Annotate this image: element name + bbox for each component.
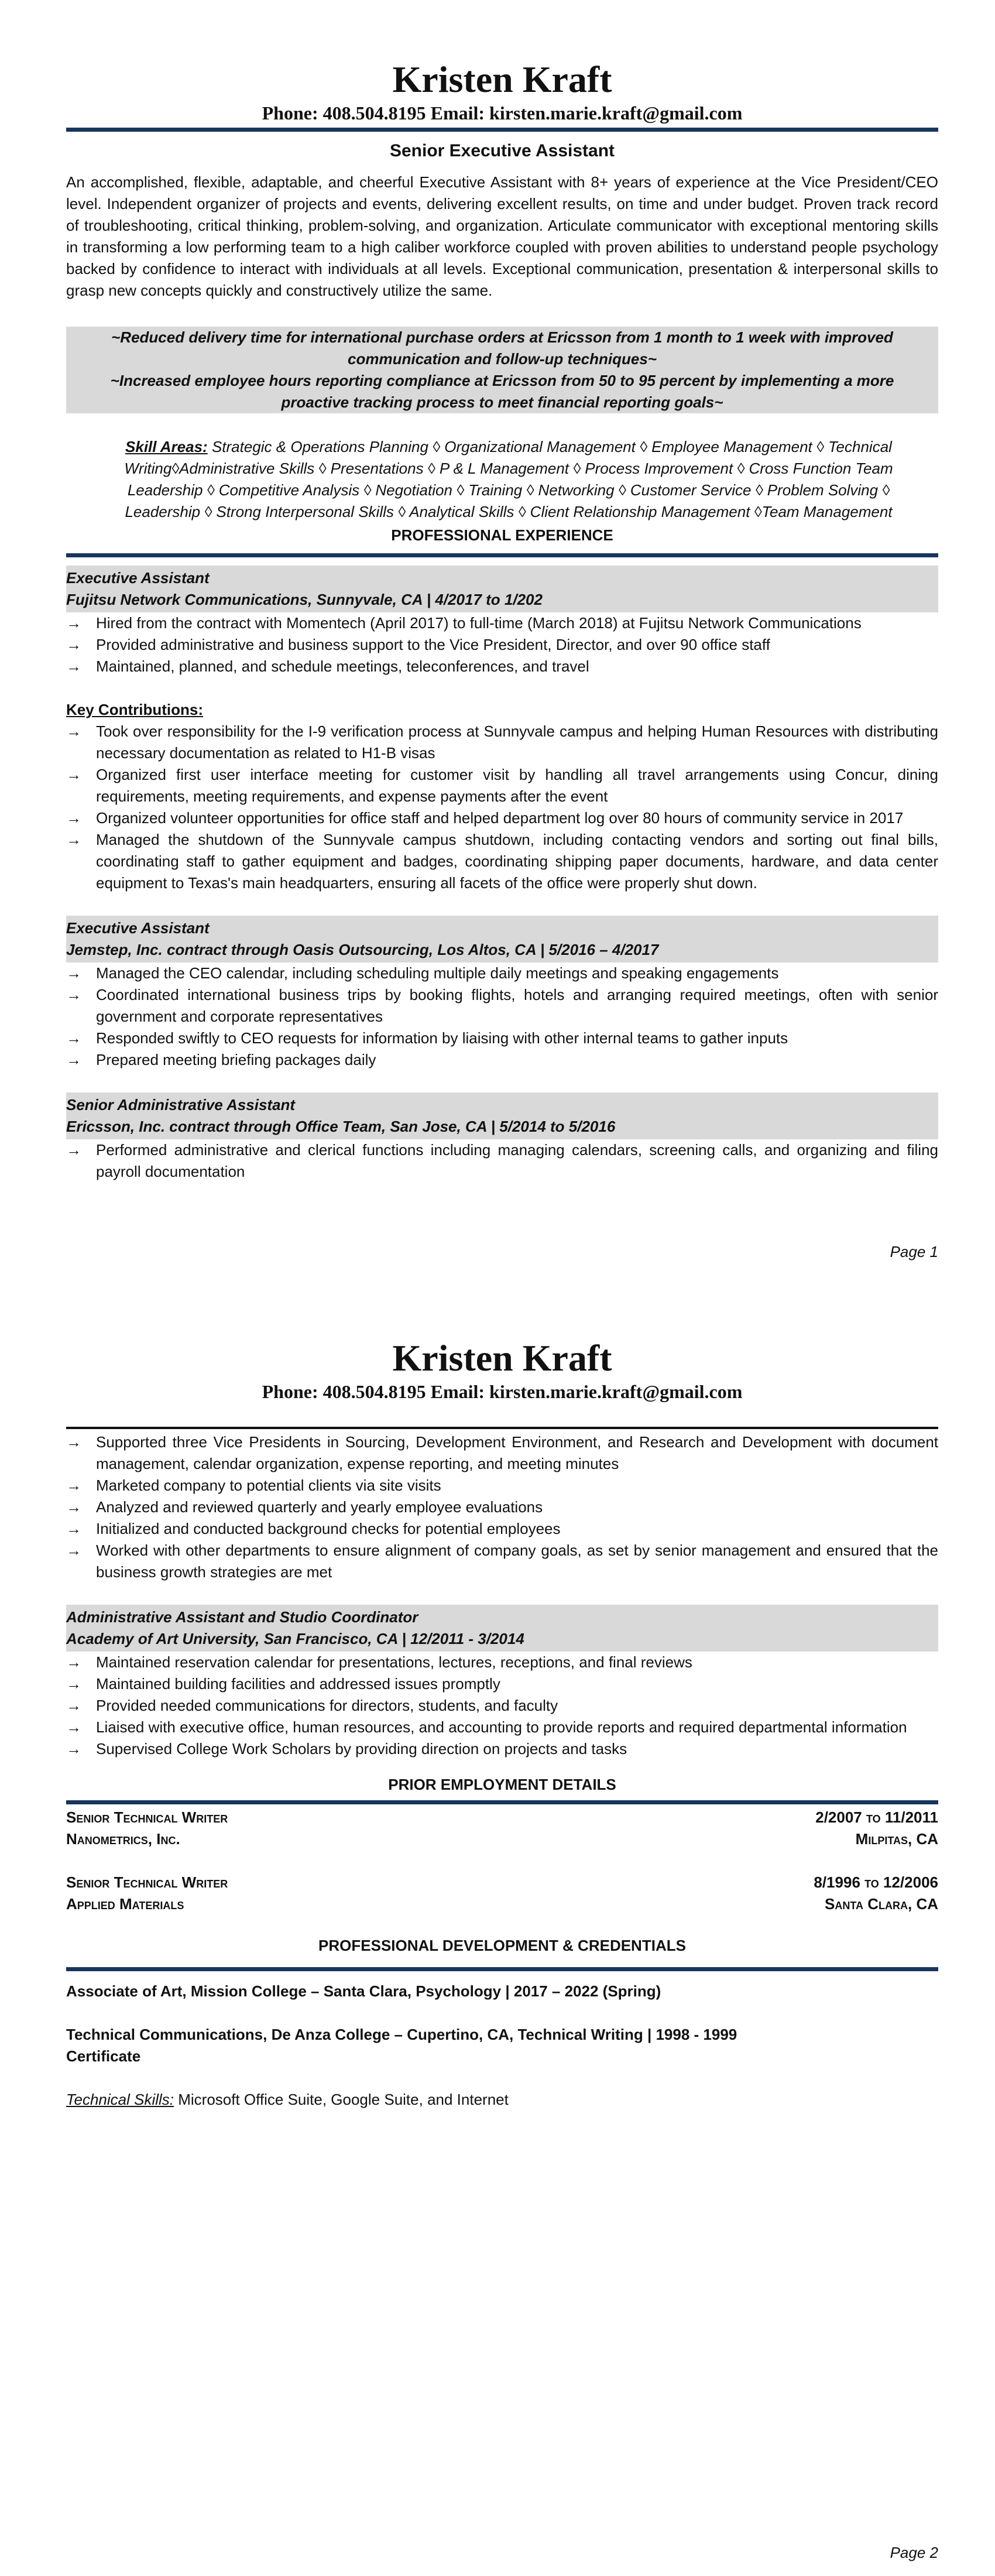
contact-info: Phone: 408.504.8195 Email: kirsten.marie.kraft@gmail.com [262,102,743,124]
bullet-text: Took over responsibility for the I-9 verification process at Sunnyvale campus and helping Human Resources with distributing necessary documentation as related to H1-B visas [96,722,938,762]
skill-areas [66,436,938,523]
resume-title: Senior Executive Assistant [389,141,615,160]
arrow-bullet-icon: → [66,831,81,848]
key-contributions-bullets [66,721,938,894]
bullet-item [66,656,938,677]
job-bullets [66,1431,938,1583]
bullet-text: Coordinated international business trips by booking flights, hotels and arranging required meetings, often with senior government and corporate representatives [96,986,938,1025]
bullet-text: Initialized and conducted background checks for potential employees [96,1520,561,1537]
job-bullets [66,1139,938,1183]
bullet-text: Performed administrative and clerical functions including managing calendars, screening calls, and organizing and filing payroll documentation [96,1141,938,1180]
arrow-bullet-icon: → [66,614,81,632]
page-number: Page 1 [890,1243,938,1260]
job-company: Academy of Art University, San Francisco, CA | 12/2011 - 3/2014 [66,1630,524,1647]
bullet-text: Maintained, planned, and schedule meetings, teleconferences, and travel [96,657,589,675]
bullet-text: Marketed company to potential clients via site visits [96,1477,441,1494]
bullet-item [66,984,938,1027]
bullet-text: Organized volunteer opportunities for office staff and helped department log over 80 hours of community service in 2017 [96,809,904,827]
prior-title: Senior Technical Writer [66,1873,228,1891]
bullet-text: Provided administrative and business support to the Vice President, Director, and over 90 office staff [96,636,770,653]
bullet-text: Responded swiftly to CEO requests for information by liaising with other internal teams to gather inputs [96,1029,788,1047]
prior-dates: 2/2007 to 11/2011 [815,1808,938,1826]
bullet-item [66,1027,938,1049]
prior-location: Santa Clara, CA [825,1895,938,1913]
summary: An accomplished, flexible, adaptable, and cheerful Executive Assistant with 8+ years of experience at the Vice President/CEO level. Independent organizer of projects and events, delivering excellent results, on time and under budget. Proven track record of troubleshooting, critical thinking, problem-solving, and organization. Articulate communicator with exceptional mentoring skills in transforming a low performing team to a high caliber workforce coupled with proven abilities to understand people psychology backed by confidence to interact with individuals at all levels. Exceptional communication, presentation & interpersonal skills to grasp new concepts quickly and constructively utilize the same. [66,173,938,299]
credential: Associate of Art, Mission College – Santa Clara, Psychology | 2017 – 2022 (Spring) [66,1982,661,2000]
divider [66,553,938,557]
bullet-item [66,1738,938,1760]
prior-dates: 8/1996 to 12/2006 [814,1873,938,1891]
job-company: Jemstep, Inc. contract through Oasis Outsourcing, Los Altos, CA | 5/2016 – 4/2017 [66,941,659,958]
technical-skills-text: Microsoft Office Suite, Google Suite, and Internet [174,2091,509,2108]
arrow-bullet-icon: → [66,636,81,653]
arrow-bullet-icon: → [66,1675,81,1693]
bullet-text: Managed the CEO calendar, including scheduling multiple daily meetings and speaking engagements [96,964,779,982]
section-heading-experience: PROFESSIONAL EXPERIENCE [391,526,613,544]
prior-company: Applied Materials [66,1895,184,1913]
divider [66,1967,938,1971]
job-header [66,1092,938,1139]
candidate-name: Kristen Kraft [392,59,612,100]
highlights-box [66,327,938,413]
bullet-item [66,1652,938,1673]
arrow-bullet-icon: → [66,1520,81,1537]
prior-title: Senior Technical Writer [66,1808,228,1826]
bullet-text: Managed the shutdown of the Sunnyvale campus shutdown, including contacting vendors and sorting out final bills, coordinating staff to gather equipment and badges, coordinating shipping paper documents, hardware, and data center equipment to Texas's main headquarters, ensuring all facets of the office were properly shut down. [96,831,938,892]
section-heading-credentials: PROFESSIONAL DEVELOPMENT & CREDENTIALS [318,1937,686,1954]
bullet-item [66,1518,938,1540]
arrow-bullet-icon: → [66,1477,81,1494]
job-role: Senior Administrative Assistant [66,1096,296,1114]
arrow-bullet-icon: → [66,1697,81,1714]
arrow-bullet-icon: → [66,1051,81,1068]
bullet-text: Analyzed and reviewed quarterly and yearly employee evaluations [96,1498,543,1516]
arrow-bullet-icon: → [66,964,81,982]
arrow-bullet-icon: → [66,1141,81,1159]
bullet-item [66,962,938,984]
job-company: Ericsson, Inc. contract through Office Team, San Jose, CA | 5/2014 to 5/2016 [66,1118,616,1135]
page-1-content [66,59,938,1183]
arrow-bullet-icon: → [66,657,81,675]
bullet-item [66,721,938,764]
bullet-text: Worked with other departments to ensure alignment of company goals, as set by senior management and ensured that the business growth strategies are met [96,1542,938,1581]
bullet-text: Hired from the contract with Momentech (April 2017) to full-time (March 2018) at Fujitsu Network Communications [96,614,862,632]
bullet-item [66,1475,938,1496]
skill-areas-label: Skill Areas: [125,438,208,455]
bullet-item [66,1673,938,1695]
job-company: Fujitsu Network Communications, Sunnyvale, CA | 4/2017 to 1/202 [66,591,543,608]
bullet-text: Organized first user interface meeting for customer visit by handling all travel arrangements using Concur, dining requirements, meeting requirements, and expense payments after the event [96,766,938,805]
skill-areas-text: Strategic & Operations Planning ◊ Organizational Management ◊ Employee Management ◊ Technical Writing◊Administrative Skills ◊ Presentations ◊ P & L Management ◊ Process Improvement ◊ Cross Function Team Leadership ◊ Competitive Analysis ◊ Negotiation ◊ Training ◊ Networking ◊ Customer Service ◊ Problem Solving ◊ Leadership ◊ Strong Interpersonal Skills ◊ Analytical Skills ◊ Client Relationship Management ◊Team Management [124,438,893,520]
divider [66,1427,938,1429]
job-role: Administrative Assistant and Studio Coordinator [66,1608,418,1626]
highlight: ~Increased employee hours reporting compliance at Ericsson from 50 to 95 percent by implementing a more proactive tracking process to meet financial reporting goals~ [110,372,894,411]
bullet-item [66,1695,938,1717]
resume-page-2 [0,1288,995,2576]
bullet-text: Maintained building facilities and addressed issues promptly [96,1675,500,1693]
divider [66,128,938,132]
bullet-item [66,764,938,807]
arrow-bullet-icon: → [66,1653,81,1671]
bullet-text: Supervised College Work Scholars by providing direction on projects and tasks [96,1740,627,1758]
prior-company: Nanometrics, Inc. [66,1830,180,1848]
arrow-bullet-icon: → [66,809,81,827]
job-bullets [66,1652,938,1760]
arrow-bullet-icon: → [66,1718,81,1736]
arrow-bullet-icon: → [66,1498,81,1516]
prior-location: Milpitas, CA [855,1830,938,1848]
credential: Technical Communications, De Anza College – Cupertino, CA, Technical Writing | 1998 - 1999 [66,2026,737,2043]
arrow-bullet-icon: → [66,1029,81,1047]
bullet-text: Provided needed communications for directors, students, and faculty [96,1697,558,1714]
bullet-text: Supported three Vice Presidents in Sourcing, Development Environment, and Research and Development with document management, calendar organization, expense reporting, and meeting minutes [96,1433,938,1472]
bullet-text: Prepared meeting briefing packages daily [96,1051,376,1068]
arrow-bullet-icon: → [66,1433,81,1451]
arrow-bullet-icon: → [66,766,81,783]
arrow-bullet-icon: → [66,1740,81,1758]
technical-skills-label: Technical Skills: [66,2091,174,2108]
bullet-text: Maintained reservation calendar for presentations, lectures, receptions, and final reviews [96,1653,692,1671]
bullet-item [66,634,938,656]
arrow-bullet-icon: → [66,1542,81,1559]
arrow-bullet-icon: → [66,722,81,740]
bullet-item [66,1496,938,1518]
bullet-item [66,807,938,829]
prior-job [66,1872,938,1915]
bullet-item [66,612,938,634]
bullet-text: Liaised with executive office, human resources, and accounting to provide reports and required departmental information [96,1718,907,1736]
arrow-bullet-icon: → [66,986,81,1003]
highlight: ~Reduced delivery time for international purchase orders at Ericsson from 1 month to 1 week with improved communication and follow-up techniques~ [111,328,893,368]
technical-skills [66,2089,938,2111]
candidate-name: Kristen Kraft [392,1337,612,1379]
bullet-item [66,1049,938,1071]
bullet-item [66,1139,938,1183]
page-2-content [66,1338,938,2111]
prior-job [66,1807,938,1850]
job-role: Executive Assistant [66,569,210,587]
job-bullets [66,612,938,677]
key-contributions-label: Key Contributions: [66,701,203,718]
bullet-item [66,829,938,894]
job-role: Executive Assistant [66,919,210,937]
job-bullets [66,962,938,1071]
page-number: Page 2 [890,2544,938,2561]
contact-info: Phone: 408.504.8195 Email: kirsten.marie.kraft@gmail.com [262,1381,743,1402]
bullet-item [66,1717,938,1738]
credential: Certificate [66,2047,141,2065]
bullet-item [66,1431,938,1475]
divider [66,1800,938,1804]
job-header [66,1605,938,1652]
job-header [66,916,938,962]
bullet-item [66,1540,938,1583]
section-heading-prior: PRIOR EMPLOYMENT DETAILS [388,1776,616,1793]
job-header [66,566,938,612]
